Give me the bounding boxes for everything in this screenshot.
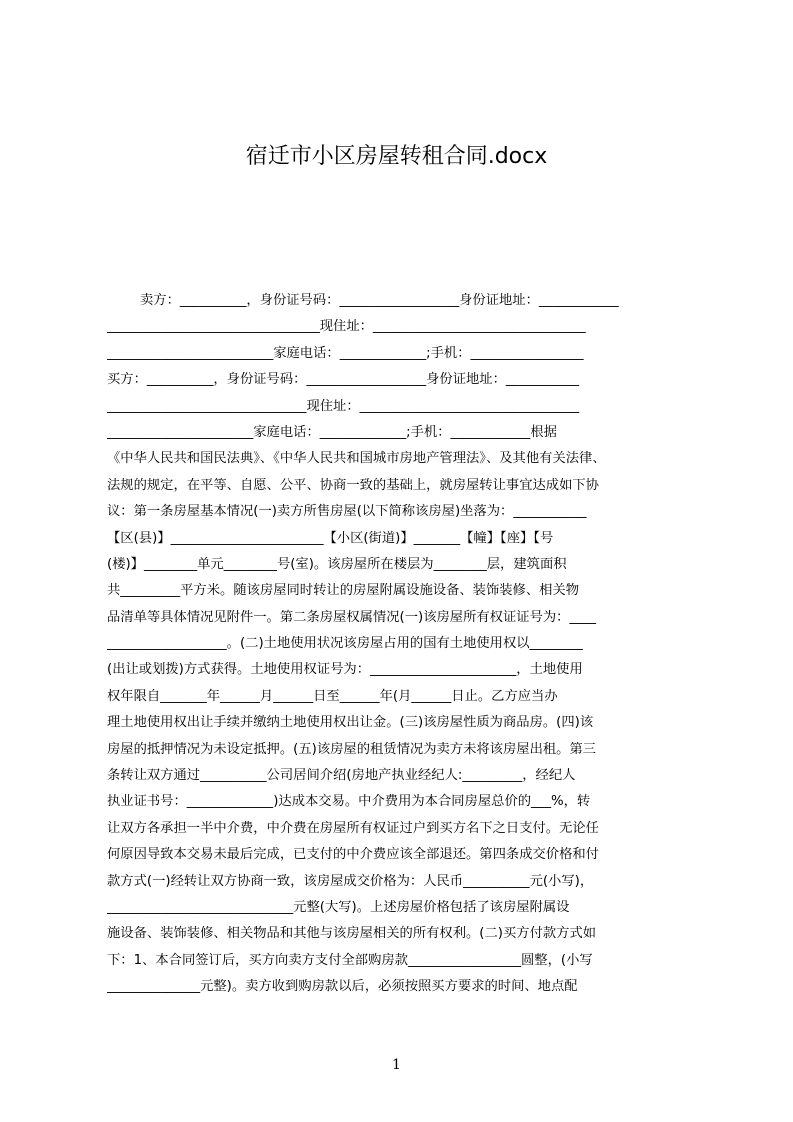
text-line: ______________元整)。卖方收到购房款以后，必须按照买方要求的时间、地点配: [107, 979, 578, 995]
text-line: 让双方各承担一半中介费，中介费在房屋所有权证过户到买方名下之日支付。无论任: [107, 820, 599, 836]
text-line: 执业证书号：_____________)达成本交易。中介费用为本合同房屋总价的___%，转: [107, 794, 591, 810]
text-line: (楼)】________单元________号(室)。该房屋所在楼层为________层，建筑面积: [107, 556, 567, 572]
text-line: 法规的规定，在平等、自愿、公平、协商一致的基础上，就房屋转让事宜达成如下协: [107, 477, 599, 493]
text-line: ________________________________现住址：________________________________: [107, 319, 586, 335]
text-line: 何原因导致本交易未最后完成，已支付的中介费应该全部退还。第四条成交价格和付: [107, 847, 599, 863]
page-number: 1: [392, 1057, 401, 1073]
text-line: _________________________家庭电话：_____________;手机：_________________: [107, 345, 584, 361]
document-title: 宿迁市小区房屋转租合同.docx: [245, 144, 548, 169]
text-line: 《中华人民共和国民法典》、《中华人民共和国城市房地产管理法》、及其他有关法律、: [107, 451, 606, 467]
text-line: 条转让双方通过__________公司居间介绍(房地产执业经纪人:_________，经纪人: [107, 768, 576, 784]
text-line: 品清单等具体情况见附件一。第二条房屋权属情况(一)该房屋所有权证证号为：____: [107, 609, 597, 625]
text-line: 【区(县)】_______________________【小区(街道)】_______【幢】【座】【号: [107, 530, 554, 546]
text-line: 权年限自_______年______月______日至______年(月______日止。乙方应当办: [107, 688, 558, 704]
text-line: 议：第一条房屋基本情况(一)卖方所售房屋(以下简称该房屋)坐落为：___________: [107, 504, 587, 520]
text-line: 卖方：__________，身份证号码：__________________身份证地址：____________: [140, 293, 619, 308]
text-line: 款方式(一)经转让双方协商一致，该房屋成交价格为：人民币__________元(小写)，: [107, 873, 594, 889]
text-line: 房屋的抵押情况为未设定抵押。(五)该房屋的租赁情况为卖方未将该房屋出租。第三: [107, 741, 597, 757]
text-line: 理土地使用权出让手续并缴纳土地使用权出让金。(三)该房屋性质为商品房。(四)该: [107, 715, 594, 731]
contract-body: [107, 288, 699, 1008]
text-line: ______________________家庭电话：_____________;手机：____________根据: [107, 424, 557, 440]
text-line: __________________。(二)土地使用状况该房屋占用的国有土地使用权以________: [107, 636, 583, 652]
text-line: ____________________________元整(大写)。上述房屋价格包括了该房屋附属设: [107, 899, 570, 915]
text-line: 买方：__________，身份证号码：__________________身份证地址：___________: [107, 372, 580, 388]
text-line: ______________________________现住址：_________________________________: [107, 398, 580, 414]
text-line: (出让或划拨)方式获得。土地使用权证号为：______________________，土地使用: [107, 662, 583, 678]
text-line: 施设备、装饰装修、相关物品和其他与该房屋相关的所有权利。(二)买方付款方式如: [107, 926, 597, 942]
text-line: 下：1、本合同签订后，买方向卖方支付全部购房款_________________圆整，(小写: [107, 952, 593, 968]
text-line: 共_________平方米。随该房屋同时转让的房屋附属设施设备、装饰装修、相关物: [107, 583, 580, 599]
